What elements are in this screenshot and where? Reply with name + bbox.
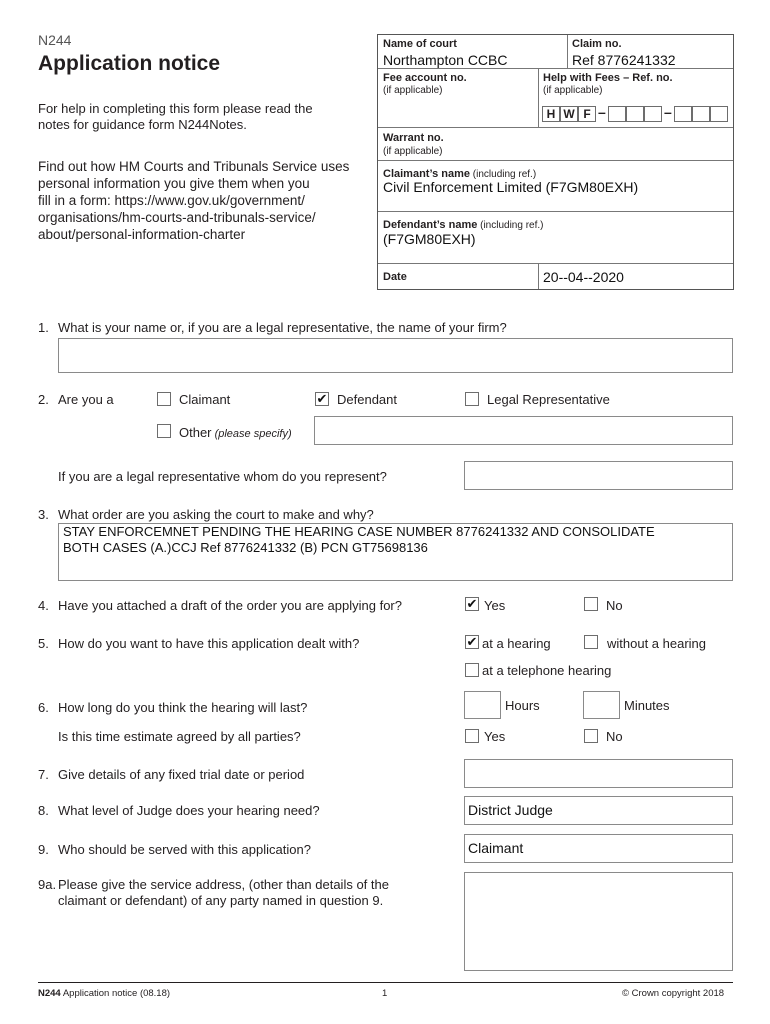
minutes-field[interactable]	[583, 691, 620, 719]
hwf-digit-box[interactable]	[608, 106, 626, 122]
footer-page-number: 1	[382, 988, 388, 999]
checkmark-icon: ✔	[466, 596, 478, 611]
privacy-line: fill in a form: https://www.gov.uk/government/	[38, 193, 305, 208]
hwf-letter-f: F	[578, 106, 596, 122]
page-title: Application notice	[38, 52, 221, 75]
claim-label: Claim no.	[572, 38, 622, 50]
question-number: 3.	[38, 507, 49, 522]
question-9-text: Who should be served with this application?	[58, 842, 311, 857]
question-4-text: Have you attached a draft of the order you are applying for?	[58, 598, 402, 613]
claim-field[interactable]: Ref 8776241332	[572, 52, 676, 68]
without-hearing-checkbox[interactable]	[584, 635, 598, 649]
telephone-hearing-label: at a telephone hearing	[482, 663, 612, 678]
represent-field[interactable]	[464, 461, 733, 490]
without-hearing-label: without a hearing	[607, 636, 707, 651]
agreed-no-label: No	[606, 729, 623, 744]
claimant-label: Claimant’s name (including ref.)	[383, 168, 537, 180]
question-number: 9.	[38, 842, 49, 857]
question-number: 6.	[38, 700, 49, 715]
form-code: N244	[38, 32, 72, 48]
estimate-agreed-text: Is this time estimate agreed by all parties?	[58, 729, 301, 744]
checkmark-icon: ✔	[316, 391, 328, 406]
footer-divider	[38, 982, 733, 983]
trial-date-field[interactable]	[464, 759, 733, 788]
hours-field[interactable]	[464, 691, 501, 719]
fee-label: Fee account no.	[383, 72, 467, 84]
privacy-line: about/personal-information-charter	[38, 227, 246, 242]
represent-question-text: If you are a legal representative whom do you represent?	[58, 469, 387, 484]
agreed-no-checkbox[interactable]	[584, 729, 598, 743]
footer-copyright: © Crown copyright 2018	[622, 988, 725, 999]
minutes-label: Minutes	[624, 698, 670, 713]
service-address-field[interactable]	[464, 872, 733, 971]
help-text-line-1: For help in completing this form please read the	[38, 101, 313, 116]
question-1-text: What is your name or, if you are a legal representative, the name of your firm?	[58, 320, 507, 335]
court-field[interactable]: Northampton CCBC	[383, 52, 508, 68]
hearing-label: at a hearing	[482, 636, 551, 651]
draft-yes-label: Yes	[484, 598, 506, 613]
question-number: 1.	[38, 320, 49, 335]
question-number: 2.	[38, 392, 49, 407]
privacy-line: organisations/hm-courts-and-tribunals-service/	[38, 210, 316, 225]
hwf-label: Help with Fees – Ref. no.	[543, 72, 673, 84]
question-8-text: What level of Judge does your hearing need?	[58, 803, 320, 818]
judge-level-field[interactable]	[464, 796, 733, 825]
question-number: 4.	[38, 598, 49, 613]
checkmark-icon: ✔	[466, 634, 478, 649]
hearing-checkbox[interactable]	[465, 635, 479, 649]
question-2-text: Are you a	[58, 392, 114, 407]
question-9a-line-1: Please give the service address, (other than details of the	[58, 877, 389, 892]
draft-no-checkbox[interactable]	[584, 597, 598, 611]
judge-level-value: District Judge	[468, 802, 553, 818]
defendant-option-label: Defendant	[337, 392, 397, 407]
order-request-line: BOTH CASES (A.)CCJ Ref 8776241332 (B) PCN GT75698136	[63, 540, 428, 555]
question-number: 7.	[38, 767, 49, 782]
defendant-name-field[interactable]: (F7GM80EXH)	[383, 231, 476, 247]
agreed-yes-checkbox[interactable]	[465, 729, 479, 743]
firm-name-field[interactable]	[58, 338, 733, 373]
hwf-letter-h: H	[542, 106, 560, 122]
warrant-label: Warrant no.	[383, 132, 444, 144]
footer-form-id: N244 Application notice (08.18)	[38, 988, 171, 999]
order-request-line: STAY ENFORCEMNET PENDING THE HEARING CASE NUMBER 8776241332 AND CONSOLIDATE	[63, 524, 655, 539]
date-field[interactable]: 20--04--2020	[543, 269, 624, 285]
hwf-digit-box[interactable]	[710, 106, 728, 122]
question-3-text: What order are you asking the court to make and why?	[58, 507, 374, 522]
fee-sub-label: (if applicable)	[383, 85, 443, 96]
other-checkbox[interactable]	[157, 424, 171, 438]
draft-yes-checkbox[interactable]	[465, 597, 479, 611]
hwf-dash: –	[664, 104, 672, 120]
other-option-label: Other (please specify)	[179, 425, 292, 440]
question-7-text: Give details of any fixed trial date or period	[58, 767, 305, 782]
hwf-digit-box[interactable]	[644, 106, 662, 122]
privacy-line: personal information you give them when you	[38, 176, 310, 191]
claimant-checkbox[interactable]	[157, 392, 171, 406]
warrant-sub-label: (if applicable)	[383, 146, 443, 157]
order-request-field[interactable]	[58, 523, 733, 581]
hours-label: Hours	[505, 698, 540, 713]
fee-account-field[interactable]	[383, 99, 533, 123]
question-5-text: How do you want to have this application dealt with?	[58, 636, 360, 651]
other-specify-field[interactable]	[314, 416, 733, 445]
question-number: 5.	[38, 636, 49, 651]
defendant-label: Defendant’s name (including ref.)	[383, 219, 544, 231]
hwf-letter-w: W	[560, 106, 578, 122]
question-6-text: How long do you think the hearing will last?	[58, 700, 308, 715]
hwf-digit-box[interactable]	[674, 106, 692, 122]
legal-rep-checkbox[interactable]	[465, 392, 479, 406]
agreed-yes-label: Yes	[484, 729, 506, 744]
question-number: 9a.	[38, 877, 57, 892]
hwf-dash: –	[598, 104, 606, 120]
served-party-field[interactable]	[464, 834, 733, 863]
served-party-value: Claimant	[468, 840, 524, 856]
telephone-hearing-checkbox[interactable]	[465, 663, 479, 677]
privacy-line: Find out how HM Courts and Tribunals Service uses	[38, 159, 350, 174]
legal-rep-option-label: Legal Representative	[487, 392, 610, 407]
hwf-digit-box[interactable]	[692, 106, 710, 122]
privacy-notice	[38, 158, 349, 243]
draft-no-label: No	[606, 598, 623, 613]
header-table	[377, 34, 734, 290]
claimant-name-field[interactable]: Civil Enforcement Limited (F7GM80EXH)	[383, 179, 639, 195]
court-label: Name of court	[383, 38, 457, 50]
hwf-digit-box[interactable]	[626, 106, 644, 122]
claimant-option-label: Claimant	[179, 392, 231, 407]
help-text-line-2: notes for guidance form N244Notes.	[38, 117, 247, 132]
defendant-checkbox[interactable]	[315, 392, 329, 406]
question-number: 8.	[38, 803, 49, 818]
date-label: Date	[383, 271, 407, 283]
question-9a-line-2: claimant or defendant) of any party named in question 9.	[58, 893, 384, 908]
hwf-sub-label: (if applicable)	[543, 85, 603, 96]
